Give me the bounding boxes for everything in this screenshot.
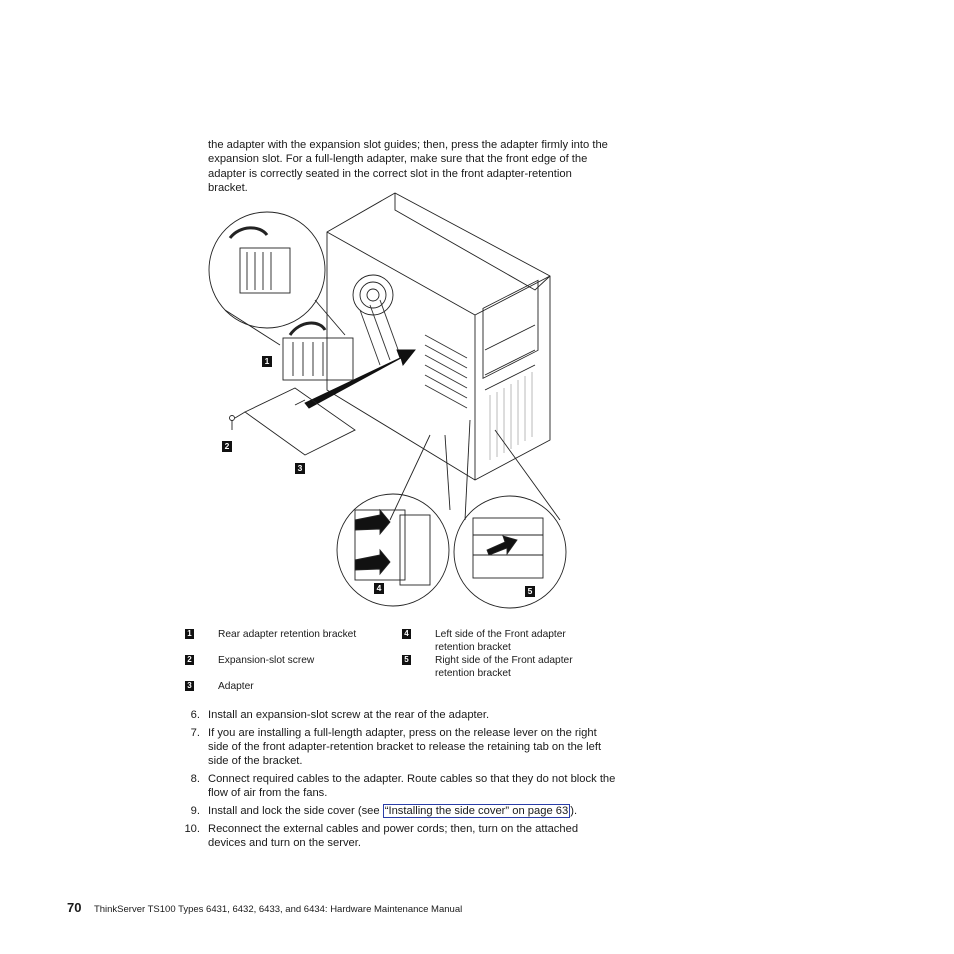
callout-2: 2 [222, 441, 232, 452]
manual-title: ThinkServer TS100 Types 6431, 6432, 6433, and 6434: Hardware Maintenance Manual [93, 904, 463, 915]
callout-5: 5 [525, 586, 535, 597]
legend-label: Adapter [218, 681, 254, 692]
legend-number: 2 [185, 655, 194, 665]
legend-number: 1 [185, 629, 194, 639]
callout-1: 1 [262, 356, 272, 367]
callout-3: 3 [295, 463, 305, 474]
legend-number: 5 [402, 655, 411, 665]
side-cover-link[interactable]: “Installing the side cover” on page 63 [384, 805, 569, 818]
fan-drawing [353, 275, 393, 315]
server-chassis [327, 193, 550, 480]
step-7 [178, 726, 618, 769]
intro-paragraph: the adapter with the expansion slot guides; then, press the adapter firmly into the expansion slot. For a full-length adapter, make sure that the front edge of the adapter is correctly seated in the correct slot in the front adapter-retention bracket. [208, 139, 608, 195]
step-text-before: Install and lock the side cover (see [208, 805, 383, 818]
step-number: 10. [184, 823, 200, 836]
step-text: Reconnect the external cables and power cords; then, turn on the attached devices and turn on the server. [208, 823, 579, 850]
front-bracket-left-detail [337, 494, 449, 606]
legend-label: Left side of the Front adapter retention bracket [435, 629, 566, 653]
step-text: Install an expansion-slot screw at the rear of the adapter. [208, 709, 490, 721]
step-8 [178, 772, 618, 801]
rear-bracket-drawing [283, 338, 353, 380]
step-text-after: ). [570, 805, 578, 818]
step-6 [178, 708, 618, 722]
legend-label: Right side of the Front adapter retention bracket [435, 655, 573, 679]
page-footer [67, 900, 462, 915]
insert-arrow [305, 350, 415, 408]
step-text: Connect required cables to the adapter. Route cables so that they do not block the flow of air from the fans. [208, 773, 616, 800]
procedure-steps [178, 708, 618, 854]
step-number: 8. [190, 773, 200, 786]
server-illustration [205, 190, 575, 610]
legend-label: Expansion-slot screw [218, 655, 315, 666]
step-number: 7. [190, 726, 200, 739]
legend-number: 4 [402, 629, 411, 639]
step-number: 6. [190, 709, 200, 721]
adapter-card-drawing [245, 388, 355, 455]
page-number: 70 [67, 900, 82, 915]
legend-number: 3 [185, 681, 194, 691]
step-number: 9. [190, 805, 200, 818]
step-10 [178, 822, 618, 851]
step-text: If you are installing a full-length adapter, press on the release lever on the right side of the front adapter-retention bracket to release the retaining tab on the left side of the bracket. [208, 726, 602, 768]
step-9 [178, 804, 618, 818]
callout-4: 4 [374, 583, 384, 594]
adapter-installation-figure [205, 190, 575, 610]
front-bracket-right-detail [454, 496, 566, 608]
legend-label: Rear adapter retention bracket [218, 629, 357, 640]
